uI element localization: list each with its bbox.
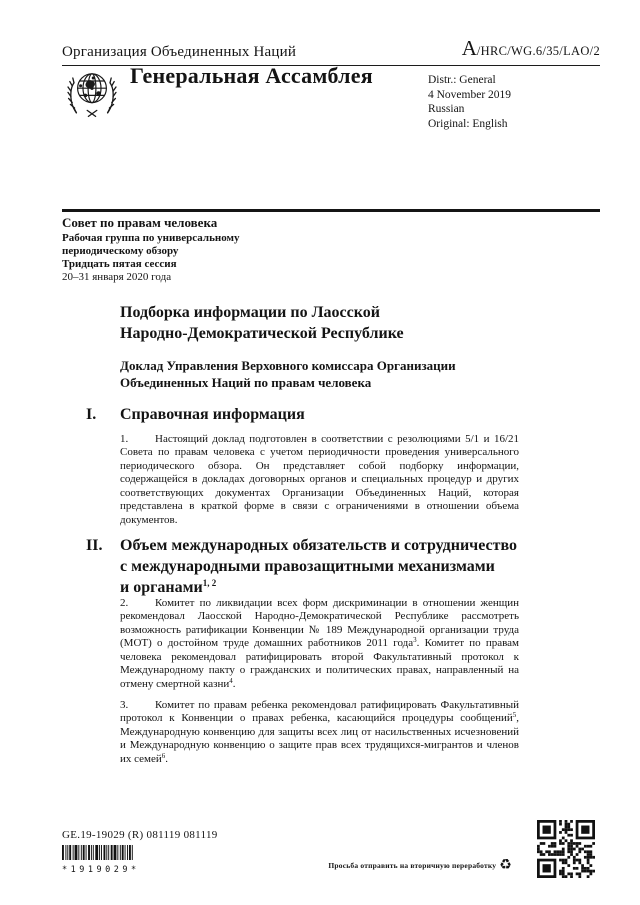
document-subtitle-line2: Объединенных Наций по правам человека — [120, 374, 372, 390]
footnote-ref-4: 4 — [229, 676, 233, 685]
header-divider — [62, 209, 600, 212]
footnote-ref-3: 3 — [413, 636, 417, 645]
barcode-block — [62, 845, 142, 875]
un-emblem-icon — [62, 66, 122, 126]
assembly-title: Генеральная Ассамблея — [130, 63, 373, 88]
original-language-line: Original: English — [428, 117, 508, 130]
session-number: Тридцать пятая сессия — [62, 258, 177, 270]
paragraph-2-text-end: . — [232, 677, 236, 690]
paragraph-3-text-end: . — [165, 752, 169, 765]
paragraph-2-number: 2. — [120, 597, 129, 609]
barcode-text: *1919029* — [62, 865, 140, 875]
paragraph-3-text-b: , Международную конвенцию для защиты всех лиц от насильственных исчезновений и Международную конвенцию о защите прав всех трудящихся-мигрантов и членов их семей — [120, 712, 519, 765]
distribution-block — [428, 73, 511, 131]
paragraph-3-text-a: Комитет по правам ребенка рекомендовал ратифицировать Факультативный протокол к Конвенции о правах ребенка, касающийся процедуры сообщений — [120, 699, 519, 725]
date-line: 4 November 2019 — [428, 88, 512, 101]
document-subtitle — [120, 358, 456, 391]
document-symbol — [462, 36, 600, 61]
paragraph-1-text: Настоящий доклад подготовлен в соответствии с резолюциями 5/1 и 16/21 Совета по правам человека с учетом периодичности проведения универсального периодического обзора. Он представляет собой подборку информации, содержащейся в докладах договорных органов и специальных процедур и других соответствующих документах Организации Объединенных Наций, которая представлена в краткой форме в связи с ограничениями в отношении объема документов. — [120, 433, 519, 526]
section-2-title-line1: Объем международных обязательств и сотрудничество — [120, 537, 517, 554]
section-1-title: Справочная информация — [120, 406, 305, 423]
section-2-heading — [86, 535, 517, 598]
working-group-line1: Рабочая группа по универсальному — [62, 232, 240, 244]
footnote-ref-5: 5 — [512, 711, 517, 720]
document-title — [120, 302, 404, 344]
working-group-line2: периодическому обзору — [62, 245, 179, 257]
paragraph-2-text-a: Комитет по ликвидации всех форм дискриминации в отношении женщин рекомендовал Лаосской Народно-Демократической Республике рассмотреть возможность ратификации Конвенции № 189 Международной организации труда (МОТ) о достойном труде домашних работников 2011 года — [120, 597, 519, 650]
recycle-icon: ♻ — [499, 857, 512, 873]
document-symbol-initial: A — [461, 36, 477, 60]
document-subtitle-line1: Доклад Управления Верховного комиссара Организации — [120, 358, 456, 373]
recycle-note — [328, 857, 512, 873]
section-2-title-line2: с международными правозащитными механизмами — [120, 558, 495, 575]
paragraph-2 — [120, 597, 519, 691]
session-dates: 20–31 января 2020 года — [62, 271, 172, 283]
recycle-note-text: Просьба отправить на вторичную переработку — [328, 860, 497, 870]
section-2-title — [120, 535, 517, 598]
section-2-title-line3: и органами — [120, 579, 203, 596]
paragraph-3 — [120, 699, 519, 766]
paragraph-2-text-b: . Комитет по правам человека рекомендовал ратифицировать второй Факультативный протокол к Международному пакту о гражданских и политических правах, направленный на отмену смертной казни — [120, 637, 519, 690]
qr-code — [537, 820, 595, 878]
section-1-heading — [86, 404, 305, 425]
document-title-line2: Народно-Демократической Республике — [120, 325, 404, 342]
section-1-numeral: I. — [86, 406, 97, 423]
council-name: Совет по правам человека — [62, 215, 218, 230]
paragraph-3-number: 3. — [120, 699, 129, 711]
section-2-numeral: II. — [86, 537, 103, 554]
section-2-footnote-ref: 1, 2 — [202, 578, 217, 588]
barcode-icon — [62, 845, 140, 860]
session-block — [62, 216, 240, 284]
distr-line: Distr.: General — [428, 74, 496, 86]
language-line: Russian — [428, 103, 465, 116]
header — [62, 36, 600, 66]
paragraph-1-number: 1. — [120, 433, 129, 445]
document-title-line1: Подборка информации по Лаосской — [120, 304, 380, 321]
document-symbol-rest: /HRC/WG.6/35/LAO/2 — [476, 44, 600, 58]
paragraph-1 — [120, 433, 519, 527]
org-name: Организация Объединенных Наций — [62, 44, 297, 60]
footnote-ref-6: 6 — [161, 751, 166, 760]
ge-number: GE.19-19029 (R) 081119 081119 — [62, 829, 218, 841]
